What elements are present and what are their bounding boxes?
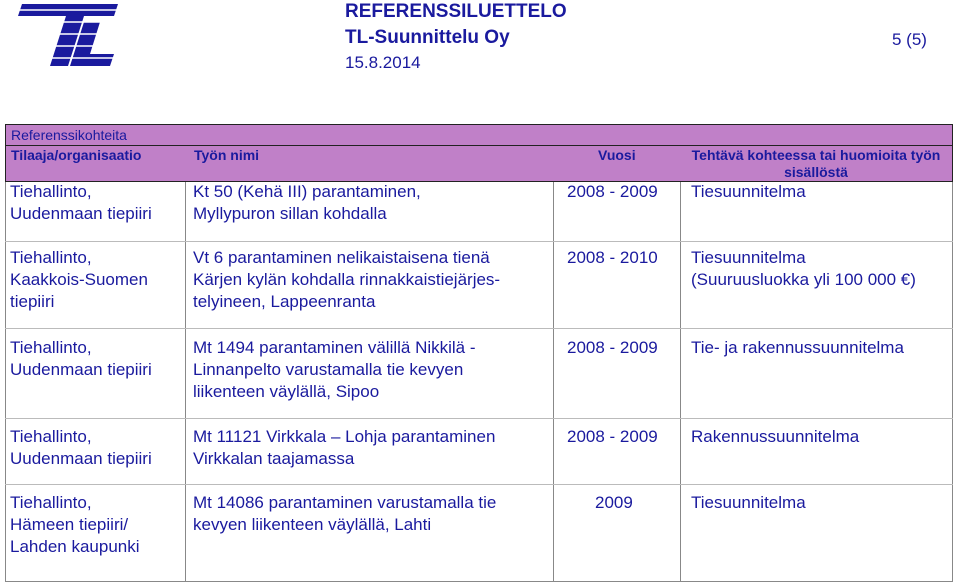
document-title: REFERENSSILUETTELO [345, 1, 567, 22]
company-name: TL-Suunnittelu Oy [345, 27, 510, 48]
work-cell: Mt 1494 parantaminen välillä Nikkilä - Linnanpelto varustamalla tie kevyen liikenteen väylällä, Sipoo [193, 338, 476, 401]
work-cell: Mt 14086 parantaminen varustamalla tie kevyen liikenteen väylällä, Lahti [193, 493, 497, 534]
column-header-year: Vuosi [598, 147, 636, 163]
task-cell: Rakennussuunnitelma [691, 427, 860, 446]
client-cell: Tiehallinto, Hämeen tiepiiri/ Lahden kaupunki [10, 493, 140, 556]
column-header-work: Työn nimi [194, 147, 260, 163]
row-divider [5, 418, 953, 419]
row-divider [5, 484, 953, 485]
client-cell: Tiehallinto, Kaakkois-Suomen tiepiiri [10, 248, 148, 311]
task-cell: Tiesuunnitelma (Suuruusluokka yli 100 000 €) [691, 248, 916, 289]
year-cell: 2009 [595, 493, 633, 512]
task-cell: Tie- ja rakennussuunnitelma [691, 338, 904, 357]
column-header-client: Tilaaja/organisaatio [11, 147, 142, 163]
reference-table [5, 124, 953, 582]
work-cell: Kt 50 (Kehä III) parantaminen, Myllypuron sillan kohdalla [193, 182, 421, 223]
page-number: 5 (5) [892, 30, 927, 49]
row-divider [5, 241, 953, 242]
year-cell: 2008 - 2010 [567, 248, 658, 267]
column-divider [680, 182, 681, 582]
work-cell: Vt 6 parantaminen nelikaistaisena tienä Kärjen kylän kohdalla rinnakkaistiejärjes- telyineen, Lappeenranta [193, 248, 501, 311]
column-header-task: Tehtävä kohteessa tai huomioita työn sisällöstä [691, 147, 941, 180]
column-divider [185, 182, 186, 582]
table-subtitle: Referenssikohteita [11, 127, 127, 143]
year-cell: 2008 - 2009 [567, 338, 658, 357]
year-cell: 2008 - 2009 [567, 182, 658, 201]
row-divider [5, 328, 953, 329]
company-logo [14, 2, 120, 68]
year-cell: 2008 - 2009 [567, 427, 658, 446]
client-cell: Tiehallinto, Uudenmaan tiepiiri [10, 427, 152, 468]
task-cell: Tiesuunnitelma [691, 182, 806, 201]
document-date: 15.8.2014 [345, 53, 421, 72]
client-cell: Tiehallinto, Uudenmaan tiepiiri [10, 338, 152, 379]
work-cell: Mt 11121 Virkkala – Lohja parantaminen Virkkalan taajamassa [193, 427, 496, 468]
table-header [5, 124, 953, 182]
client-cell: Tiehallinto, Uudenmaan tiepiiri [10, 182, 152, 223]
task-cell: Tiesuunnitelma [691, 493, 806, 512]
column-divider [553, 182, 554, 582]
header-divider [6, 145, 952, 146]
